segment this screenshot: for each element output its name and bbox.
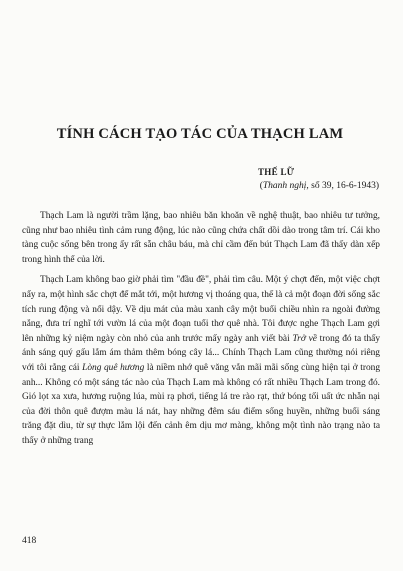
paragraph-2-text: Thạch Lam không bao giờ phải tìm "đầu đề", phải tìm câu. Một ý chợt đến, một việc chợt nẩy ra, một hình sắc chợt để mắt tới, một hương vị thoáng qua, thế là cả một đoạn đời sống sắc tích rung động và nổi dậy. Về dịu mát của màu xanh cây một buổi chiều nhìn ra ngoài đường nắng, đưa trí nghĩ tới vườn lá của một đoạn tuổi thơ quê nhà. Tôi được nghe Thạch Lam gợi lên những kỷ niệm ngày còn nhỏ của anh trước mấy ngày anh viết bài (22, 275, 380, 344)
work-title-tro-ve: Trở về (292, 333, 317, 344)
paragraph-2 (22, 273, 380, 448)
paragraph-2-continuation: là niềm nhớ quê văng vẳn mãi mãi sống cùng hiện tại ở trong anh... Không có một sáng tác nào của Thạch Lam mà không có rất nhiều Thạch Lam trong đó. Gió lọt xa xưa, hương ruộng lúa, mùi rạ phơi, tiếng lá tre rào rạt, thứ bóng tối uất ức nhẵn nại của đời thôn quê đượm màu lá nát, hay những đêm sáu điểm sống huyền, những buổi sáng trăng đặt dìu, từ sự thực lắm lội đến cảnh êm dịu mơ màng, không một tình nào trạng nào ta thấy ở những trang (22, 362, 381, 446)
page-number: 418 (22, 536, 37, 546)
source-publication: Thanh nghị (262, 181, 307, 191)
source-open-paren: ( (259, 181, 263, 191)
page-title: TÍNH CÁCH TẠO TÁC CỦA THẠCH LAM (56, 126, 344, 142)
article-body (22, 209, 380, 455)
work-title-long-que-huong: Lòng quê hương (82, 362, 145, 373)
paragraph-1 (22, 209, 380, 267)
paragraph-2-tail: trong đó ta thấy ánh sáng quý gấu lắm ám thảm thêm bóng cây lá... Chính Thạch Lam cũng thường nói riêng với tôi rằng cái (22, 333, 381, 373)
author-name: THẾ LỮ (258, 167, 295, 177)
source-detail: , số 39, 16-6-1943) (306, 181, 379, 191)
source-citation (260, 181, 379, 191)
paragraph-1-text: Thạch Lam là người trầm lặng, bao nhiêu băn khoăn về nghệ thuật, bao nhiêu tư tưởng, cũng như bao nhiêu tình cảm rung động, lúc nào cũng chứa chất dồi dào trong tâm trí. Cái kho tàng cuộc sống bên trong ấy rất sẵn châu báu, mà chỉ cầm đến bút Thạch Lam đã thấy dàn xếp trong hình thể của lời. (22, 211, 380, 265)
